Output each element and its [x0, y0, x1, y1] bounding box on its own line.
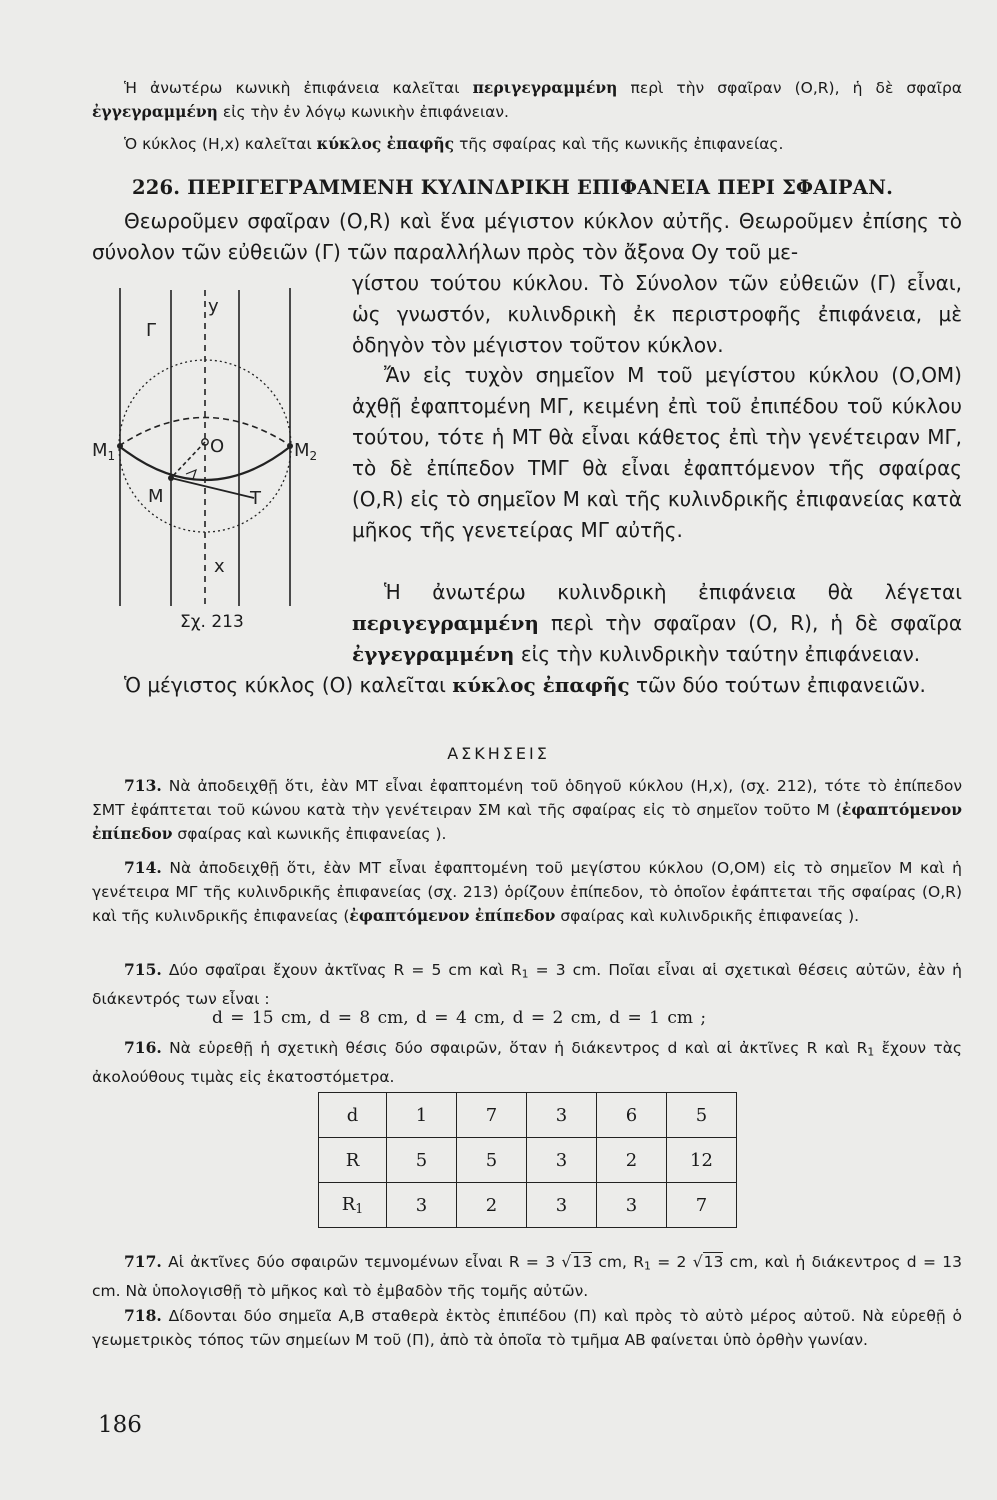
- bold-term: κύκλος ἐπαφῆς: [452, 673, 630, 697]
- table-cell: 7: [457, 1093, 527, 1138]
- exercise-717: 717. Αἱ ἀκτῖνες δύο σφαιρῶν τεμνομένων εἶναι R = 3 √13 cm, $R_1 = 2$ √13 cm, καὶ ἡ διάκεντρος d = 13 cm. Νὰ ὑπολογισθῇ τὸ μῆκος καὶ τὸ ἐμβαδὸν τῆς τομῆς αὐτῶν.: [92, 1252, 962, 1300]
- table-cell: 5: [457, 1138, 527, 1183]
- table-cell: 7: [667, 1183, 737, 1228]
- exercise-number: 716.: [124, 1038, 162, 1057]
- exercise-number: 717.: [124, 1252, 162, 1271]
- exercise-716: [92, 1036, 962, 1089]
- text: Νὰ ἀποδειχθῇ ὅτι, ἐὰν ΜΤ εἶναι ἐφαπτομένη τοῦ ὁδηγοῦ κύκλου (Η,x), (σχ. 212), τότε τὸ ἐπίπεδον ΣΜΤ ἐφάπτεται τοῦ κώνου κατὰ τὴν γενέτειραν ΣΜ καὶ τῆς σφαίρας εἰς τὸ σημεῖον τοῦτο Μ (: [92, 777, 962, 819]
- text: σφαίρας καὶ κωνικῆς ἐπιφανείας ).: [177, 825, 447, 843]
- label-m1: $M_1$: [92, 440, 116, 463]
- label-x: x: [214, 556, 225, 577]
- great-circle-back: [119, 418, 291, 447]
- text: σφαίρας καὶ κυλινδρικῆς ἐπιφανείας ).: [560, 907, 860, 925]
- exercise-number: 718.: [124, 1306, 162, 1325]
- exercises-title: ΑΣΚΗΣΕΙΣ: [447, 744, 550, 763]
- great-circle-front: [119, 446, 291, 480]
- table-cell: 2: [457, 1183, 527, 1228]
- label-m2: $M_2$: [294, 440, 318, 463]
- paragraph-5: [352, 577, 962, 670]
- exercise-715: [92, 958, 962, 1011]
- text: ἔχουν τὰς ἀκολούθους τιμὰς εἰς ἑκατοστόμετρα.: [92, 1039, 963, 1086]
- label-m: M: [148, 486, 164, 507]
- subscript: 1: [521, 967, 529, 981]
- text: εἰς τὴν ἐν λόγῳ κωνικὴν ἐπιφάνειαν.: [222, 103, 509, 121]
- table-cell: 5: [667, 1093, 737, 1138]
- text: Νὰ ἀποδειχθῇ ὅτι, ἐὰν ΜΤ εἶναι ἐφαπτομένη τοῦ μεγίστου κύκλου (Ο,ΟΜ) εἰς τὸ σημεῖον Μ καὶ ἡ γενέτειρα ΜΓ τῆς κυλινδρικῆς ἐπιφανείας (σχ. 213) ὁρίζουν ἐπίπεδον, τὸ ὁποῖον ἐφάπτεται τῆς σφαίρας (Ο,R) καὶ τῆς κυλινδρικῆς ἐπιφανείας (: [92, 859, 962, 925]
- label-gamma: Γ: [146, 320, 157, 341]
- text: cm, R: [598, 1253, 644, 1271]
- text: Δύο σφαῖραι ἔχουν ἀκτῖνας R = 5 cm καὶ R: [168, 961, 522, 979]
- paragraph-3-column: γίστου τούτου κύκλου. Τὸ Σύνολον τῶν εὐθειῶν (Γ) εἶναι, ὡς γνωστόν, κυλινδρικὴ ἐκ περιστροφῆς ἐπιφάνεια, μὲ ὁδηγὸν τὸν μέγιστον τοῦτον κύκλον.: [352, 271, 962, 357]
- paragraph-2: [92, 132, 962, 156]
- tangent-mt: [171, 478, 254, 498]
- table-row: [319, 1138, 737, 1183]
- table-head-cell: d: [319, 1093, 387, 1138]
- radicand: 13: [572, 1253, 593, 1271]
- text: περὶ τὴν σφαῖραν (Ο,R), ἡ δὲ σφαῖρα: [630, 79, 963, 97]
- text: εἰς τὴν κυλινδρικὴν ταύτην ἐπιφάνειαν.: [520, 642, 921, 666]
- exercise-713: [92, 774, 962, 846]
- table-cell: 5: [387, 1138, 457, 1183]
- text: Ἡ ἀνωτέρω κυλινδρικὴ ἐπιφάνεια θὰ λέγεται: [384, 580, 962, 604]
- paragraph-3-full: Θεωροῦμεν σφαῖραν (Ο,R) καὶ ἕνα μέγιστον κύκλον αὐτῆς. Θεωροῦμεν ἐπίσης τὸ σύνολον τῶν εὐθειῶν (Γ) τῶν παραλλήλων πρὸς τὸν ἄξονα Οy τοῦ με-: [92, 209, 962, 264]
- text: τῆς σφαίρας καὶ τῆς κωνικῆς ἐπιφανείας.: [459, 135, 784, 153]
- paragraph-4: Ἄν εἰς τυχὸν σημεῖον Μ τοῦ μεγίστου κύκλου (Ο,ΟΜ) ἀχθῇ ἐφαπτομένη ΜΓ, κειμένη ἐπὶ τοῦ ἐπιπέδου τοῦ κύκλου τούτου, τότε ἡ ΜΤ θὰ εἶναι κάθετος ἐπὶ τὴν γενέτειραν ΜΓ, τὸ δὲ ἐπίπεδον ΤΜΓ θὰ εἶναι ἐφαπτόμενον τῆς σφαίρας (Ο,R) εἰς τὸ σημεῖον Μ καὶ τῆς κυλινδρικῆς ἐπιφανείας κατὰ μῆκος τῆς γενετείρας ΜΓ αὐτῆς.: [352, 363, 962, 542]
- table-head-cell: $R_1$: [319, 1183, 387, 1228]
- table-cell: 2: [597, 1138, 667, 1183]
- subscript: 1: [867, 1045, 875, 1059]
- bold-term: ἐγγεγραμμένη: [352, 642, 515, 666]
- text: περὶ τὴν σφαῖραν (Ο, R), ἡ δὲ σφαῖρα: [550, 611, 962, 635]
- text: = 2: [657, 1253, 687, 1271]
- text: Δίδονται δύο σημεῖα Α,Β σταθερὰ ἐκτὸς ἐπιπέδου (Π) καὶ πρὸς τὸ αὐτὸ μέρος αὐτοῦ. Νὰ εὑρεθῇ ὁ γεωμετρικὸς τόπος τῶν σημείων Μ τοῦ (Π), ἀπὸ τὰ ὁποῖα τὸ τμῆμα ΑΒ φαίνεται ὑπὸ ὀρθὴν γωνίαν.: [92, 1307, 963, 1349]
- bold-term: ἐγγεγραμμένη: [92, 102, 218, 121]
- table-cell: 3: [527, 1183, 597, 1228]
- section-heading: 226. ΠΕΡΙΓΕΓΡΑΜΜΕΝΗ ΚΥΛΙΝΔΡΙΚΗ ΕΠΙΦΑΝΕΙΑ ΠΕΡΙ ΣΦΑΙΡΑΝ.: [132, 176, 894, 199]
- page-number: 186: [98, 1412, 142, 1438]
- bold-term: ἐφαπτόμενον ἐπίπεδον: [92, 800, 962, 843]
- point-m2: [287, 443, 293, 449]
- table-cell: 6: [597, 1093, 667, 1138]
- bold-term: περιγεγραμμένη: [352, 611, 539, 635]
- bold-term: περιγεγραμμένη: [472, 78, 618, 97]
- point-m: [168, 475, 174, 481]
- text: Αἱ ἀκτῖνες δύο σφαιρῶν τεμνομένων εἶναι R = 3: [168, 1253, 556, 1271]
- values-table: [318, 1092, 737, 1228]
- subscript: 1: [644, 1259, 651, 1273]
- text: cm, καὶ ἡ διάκεντρος d = 13 cm. Νὰ ὑπολογισθῇ τὸ μῆκος καὶ τὸ ἐμβαδὸν τῆς τομῆς αὐτῶν.: [92, 1253, 962, 1300]
- table-row: [319, 1183, 737, 1228]
- figure-213: [86, 284, 344, 612]
- label-y: y: [208, 296, 219, 317]
- exercise-718: [92, 1304, 962, 1352]
- paragraph-1: [92, 76, 962, 124]
- bold-term: κύκλος ἐπαφῆς: [316, 134, 455, 153]
- text: Ὁ κύκλος (Η,x) καλεῖται: [124, 135, 312, 153]
- text: Ὁ μέγιστος κύκλος (Ο) καλεῖται: [124, 673, 446, 697]
- label-o: O: [210, 436, 225, 457]
- table-head-cell: R: [319, 1138, 387, 1183]
- table-row: [319, 1093, 737, 1138]
- text: Ἡ ἀνωτέρω κωνικὴ ἐπιφάνεια καλεῖται: [124, 79, 460, 97]
- radicand: 13: [703, 1253, 724, 1271]
- table-cell: 12: [667, 1138, 737, 1183]
- exercise-714: [92, 856, 962, 928]
- table-cell: 3: [527, 1138, 597, 1183]
- table-cell: 3: [527, 1093, 597, 1138]
- paragraph-6: [92, 670, 962, 701]
- exercise-number: 713.: [124, 776, 162, 795]
- table-cell: 1: [387, 1093, 457, 1138]
- text: = 3 cm. Ποῖαι εἶναι αἱ σχετικαὶ θέσεις αὐτῶν, ἐὰν ἡ διάκεντρός των εἶναι :: [92, 961, 962, 1008]
- text: Νὰ εὑρεθῇ ἡ σχετικὴ θέσις δύο σφαιρῶν, ὅταν ἡ διάκεντρος d καὶ αἱ ἀκτῖνες R καὶ R: [169, 1039, 868, 1057]
- label-t: T: [250, 488, 261, 509]
- distance-values: d = 15 cm, d = 8 cm, d = 4 cm, d = 2 cm, d = 1 cm ;: [212, 1008, 707, 1028]
- exercise-number: 714.: [124, 858, 162, 877]
- bold-term: ἐφαπτόμενον ἐπίπεδον: [349, 906, 556, 925]
- figure-caption: Σχ. 213: [180, 612, 244, 632]
- text: τῶν δύο τούτων ἐπιφανειῶν.: [636, 673, 926, 697]
- table-cell: 3: [597, 1183, 667, 1228]
- point-m1: [117, 443, 123, 449]
- exercise-number: 715.: [124, 960, 162, 979]
- table-cell: 3: [387, 1183, 457, 1228]
